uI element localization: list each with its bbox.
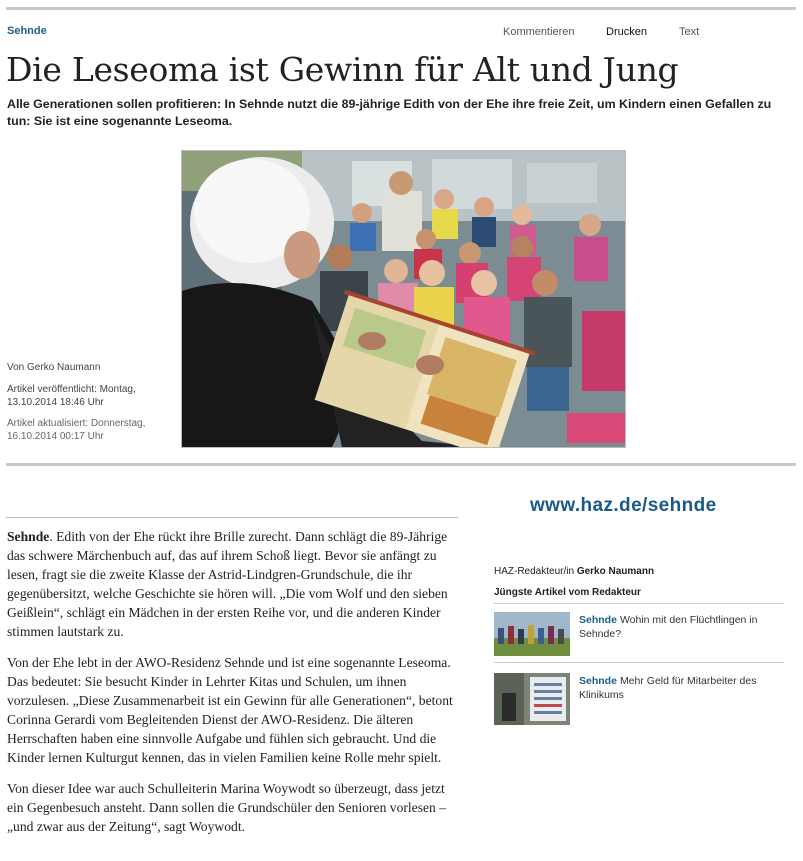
editor-label: HAZ-Redakteur/in [494, 566, 577, 577]
sehnde-promo-link[interactable]: www.haz.de/sehnde [530, 495, 717, 516]
author-byline: Von Gerko Naumann [7, 362, 101, 373]
teaser-thumbnail[interactable] [494, 612, 570, 656]
teaser-text[interactable] [579, 674, 779, 702]
teaser-thumbnail[interactable] [494, 673, 570, 725]
paragraph-3: Von dieser Idee war auch Schulleiterin Marina Woywodt so überzeugt, dass jetzt ein Gegenbesuch ansteht. Dann sollen die Grundschüler den Senioren vorlesen – „und zwar aus der Zeitung“, sagt Woywodt. [7, 781, 447, 834]
sidebar-divider [494, 662, 784, 663]
print-link[interactable]: Drucken [606, 26, 647, 38]
dateline: Sehnde [7, 529, 50, 544]
teaser-thumbnail-illustration [494, 612, 570, 656]
published-date: Artikel veröffentlicht: Montag, 13.10.2014 18:46 Uhr [7, 384, 136, 408]
text-link[interactable]: Text [679, 26, 700, 38]
teaser-thumbnail-illustration [494, 673, 570, 725]
paragraph-1-text: . Edith von der Ehe rückt ihre Brille zurecht. Dann schlägt die 89-Jährige das schwere Märchenbuch auf, das auf ihrem Schoß liegt. Bevor sie anfängt zu lesen, fragt sie die zweite Klasse der Astrid-Lindgren-Grundschule, die ihr gegenübersitzt, welche Geschichte sie hören will. „Die vom Wolf und den sieben Geißlein“, schlägt ein Mädchen in der ersten Reihe vor, und die anderen Kinder stimmen lautstark zu. [7, 529, 448, 639]
teaser-headline: Wohin mit den Flüchtlingen in Sehnde? [579, 614, 758, 640]
recent-articles-heading: Jüngste Artikel vom Redakteur [494, 587, 641, 598]
article-body [7, 527, 457, 848]
paragraph-1 [7, 527, 457, 641]
teaser-kicker: Sehnde [579, 614, 617, 626]
section-label[interactable]: Sehnde [7, 25, 47, 37]
comment-link[interactable]: Kommentieren [503, 26, 575, 38]
paragraph-2: Von der Ehe lebt in der AWO-Residenz Sehnde und ist eine sogenannte Leseoma. Das bedeutet: Sie besucht Kinder in Lehrter Kitas und Schulen, um ihnen vorzulesen. „Diese Zusammenarbeit ist ein Gewinn für alle Generationen“, betont Corinna Gerardi vom Begleitenden Dienst der AWO-Residenz. Die älteren Herrschaften haben eine sinnvolle Aufgabe und fühlen sich gebraucht. Und die Kinder lernen Kulturgut kennen, das in vielen Familien keine Rolle mehr spielt. [7, 655, 453, 765]
teaser-text[interactable] [579, 613, 779, 641]
body-divider [6, 517, 458, 518]
photo-illustration [182, 151, 625, 447]
teaser-headline: Mehr Geld für Mitarbeiter des Klinikums [579, 675, 757, 701]
article-title: Die Leseoma ist Gewinn für Alt und Jung [6, 50, 679, 89]
updated-date: Artikel aktualisiert: Donnerstag, 16.10.2014 00:17 Uhr [7, 418, 146, 442]
content-divider [6, 463, 796, 466]
teaser-kicker: Sehnde [579, 675, 617, 687]
sidebar-divider [494, 603, 784, 604]
editor-name[interactable]: Gerko Naumann [576, 566, 655, 577]
article-photo[interactable] [181, 150, 626, 448]
editor-line [494, 566, 654, 577]
top-divider [6, 7, 796, 10]
article-toolbar [503, 26, 803, 40]
article-lead: Alle Generationen sollen profitieren: In Sehnde nutzt die 89-jährige Edith von der Ehe ihre freie Zeit, um Kindern einen Gefallen zu tun: Sie ist eine sogenannte Leseoma. [7, 97, 772, 128]
